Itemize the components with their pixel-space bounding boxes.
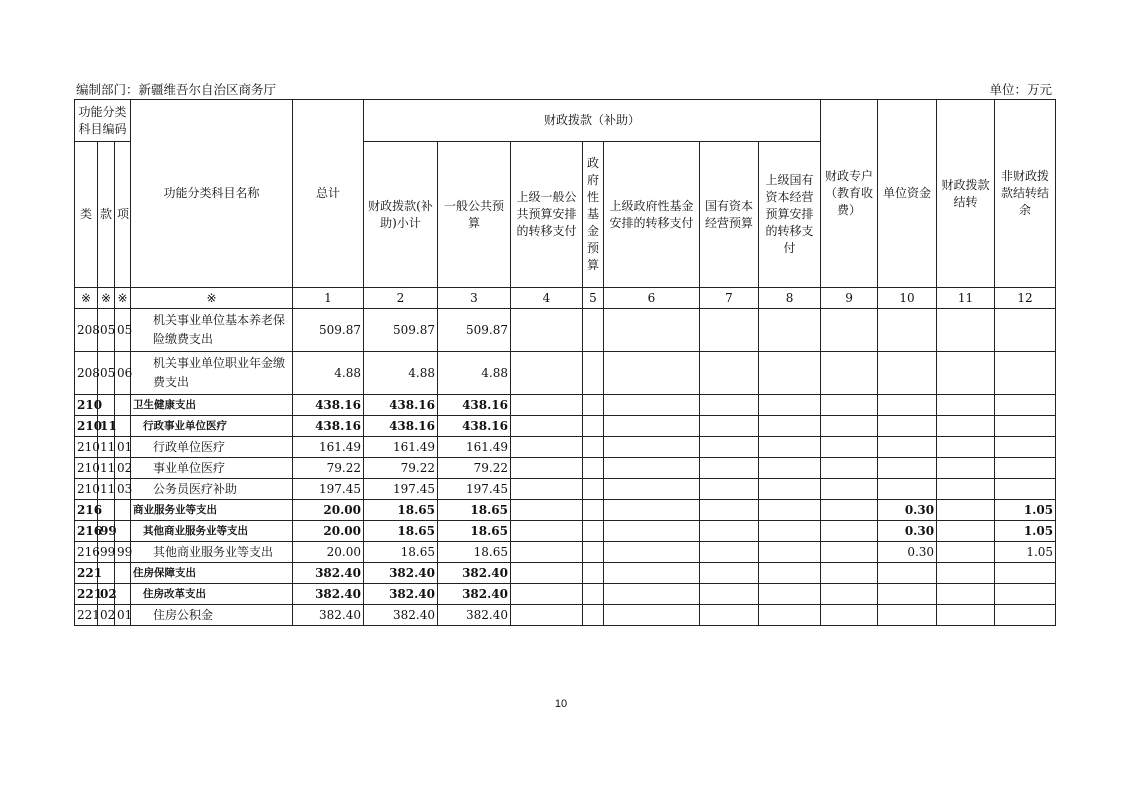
table-row [75, 563, 1056, 584]
cell-subtotal: 382.40 [364, 563, 438, 584]
cell-empty [759, 500, 821, 521]
cell-empty [583, 458, 604, 479]
cell-empty [700, 605, 759, 626]
cell-fei [995, 563, 1056, 584]
cell-jiezhuan [937, 352, 995, 395]
cell-general-budget: 509.87 [438, 309, 511, 352]
header-jiezhuan: 财政拨款结转 [937, 100, 995, 288]
cell-subtotal: 509.87 [364, 309, 438, 352]
cell-empty [759, 479, 821, 500]
index-cell: 4 [511, 288, 583, 309]
cell-xiang: 02 [115, 458, 131, 479]
header-sub-5: 上级政府性基金安排的转移支付 [604, 142, 700, 288]
index-cell: ※ [115, 288, 131, 309]
cell-subtotal: 382.40 [364, 584, 438, 605]
cell-name: 行政事业单位医疗 [131, 416, 293, 437]
cell-empty [759, 563, 821, 584]
cell-general-budget: 4.88 [438, 352, 511, 395]
cell-empty [759, 584, 821, 605]
table-row [75, 309, 1056, 352]
cell-general-budget: 382.40 [438, 605, 511, 626]
cell-lei: 210 [75, 395, 98, 416]
index-cell: 8 [759, 288, 821, 309]
cell-subtotal: 18.65 [364, 542, 438, 563]
cell-total: 20.00 [293, 542, 364, 563]
index-cell: 9 [821, 288, 878, 309]
cell-empty [604, 395, 700, 416]
cell-kuan: 99 [98, 521, 115, 542]
cell-name: 其他商业服务业等支出 [131, 542, 293, 563]
table-row [75, 542, 1056, 563]
cell-empty [759, 416, 821, 437]
cell-xiang: 03 [115, 479, 131, 500]
cell-lei: 221 [75, 584, 98, 605]
cell-subtotal: 161.49 [364, 437, 438, 458]
cell-name: 卫生健康支出 [131, 395, 293, 416]
cell-xiang [115, 500, 131, 521]
cell-total: 382.40 [293, 563, 364, 584]
cell-total: 79.22 [293, 458, 364, 479]
cell-jiezhuan [937, 479, 995, 500]
cell-empty [759, 605, 821, 626]
table-row [75, 416, 1056, 437]
cell-kuan: 02 [98, 584, 115, 605]
cell-lei: 216 [75, 500, 98, 521]
cell-danwei: 0.30 [878, 500, 937, 521]
cell-empty [511, 521, 583, 542]
cell-empty [511, 395, 583, 416]
cell-lei: 210 [75, 479, 98, 500]
header-caizheng: 财政拨款（补助） [364, 100, 821, 142]
cell-general-budget: 18.65 [438, 500, 511, 521]
cell-general-budget: 438.16 [438, 416, 511, 437]
cell-kuan: 02 [98, 605, 115, 626]
cell-danwei [878, 479, 937, 500]
cell-empty [604, 605, 700, 626]
cell-fei [995, 416, 1056, 437]
cell-fei [995, 309, 1056, 352]
cell-subtotal: 18.65 [364, 521, 438, 542]
cell-jiezhuan [937, 395, 995, 416]
cell-zhuanhu [821, 352, 878, 395]
cell-danwei: 0.30 [878, 542, 937, 563]
cell-fei [995, 352, 1056, 395]
header-sub-6: 国有资本经营预算 [700, 142, 759, 288]
cell-kuan: 99 [98, 542, 115, 563]
cell-empty [700, 479, 759, 500]
header-total: 总计 [293, 100, 364, 288]
cell-kuan: 11 [98, 458, 115, 479]
cell-empty [511, 309, 583, 352]
cell-jiezhuan [937, 458, 995, 479]
cell-total: 20.00 [293, 521, 364, 542]
index-cell: 6 [604, 288, 700, 309]
header-danwei: 单位资金 [878, 100, 937, 288]
cell-total: 382.40 [293, 605, 364, 626]
cell-subtotal: 18.65 [364, 500, 438, 521]
cell-xiang [115, 521, 131, 542]
header-sub-2: 一般公共预算 [438, 142, 511, 288]
cell-name: 住房改革支出 [131, 584, 293, 605]
index-cell: 5 [583, 288, 604, 309]
header-code-group: 功能分类科目编码 [75, 100, 131, 142]
cell-empty [583, 352, 604, 395]
cell-fei [995, 605, 1056, 626]
cell-empty [604, 479, 700, 500]
index-cell: 7 [700, 288, 759, 309]
cell-empty [604, 584, 700, 605]
cell-xiang: 05 [115, 309, 131, 352]
cell-total: 197.45 [293, 479, 364, 500]
cell-kuan: 11 [98, 437, 115, 458]
page-number: 10 [554, 698, 568, 710]
cell-empty [583, 563, 604, 584]
table-row [75, 584, 1056, 605]
table-row [75, 605, 1056, 626]
cell-fei [995, 479, 1056, 500]
cell-empty [604, 416, 700, 437]
cell-danwei [878, 395, 937, 416]
cell-zhuanhu [821, 584, 878, 605]
cell-fei: 1.05 [995, 542, 1056, 563]
cell-name: 机关事业单位职业年金缴费支出 [131, 352, 293, 395]
cell-total: 161.49 [293, 437, 364, 458]
cell-total: 509.87 [293, 309, 364, 352]
cell-danwei [878, 584, 937, 605]
table-row [75, 437, 1056, 458]
index-cell: 10 [878, 288, 937, 309]
cell-xiang [115, 563, 131, 584]
header-fei: 非财政拨款结转结余 [995, 100, 1056, 288]
header-lei: 类 [75, 142, 98, 288]
cell-name: 机关事业单位基本养老保险缴费支出 [131, 309, 293, 352]
cell-empty [511, 437, 583, 458]
cell-empty [511, 352, 583, 395]
cell-empty [583, 309, 604, 352]
cell-empty [511, 542, 583, 563]
cell-xiang [115, 395, 131, 416]
header-sub-4: 政府性基金预算 [583, 142, 604, 288]
index-cell: ※ [131, 288, 293, 309]
cell-empty [604, 521, 700, 542]
cell-zhuanhu [821, 458, 878, 479]
cell-subtotal: 197.45 [364, 479, 438, 500]
header-zhuanhu: 财政专户（教育收费） [821, 100, 878, 288]
cell-danwei: 0.30 [878, 521, 937, 542]
cell-lei: 221 [75, 605, 98, 626]
cell-danwei [878, 563, 937, 584]
cell-empty [583, 521, 604, 542]
cell-kuan: 05 [98, 352, 115, 395]
cell-danwei [878, 458, 937, 479]
cell-empty [700, 309, 759, 352]
cell-empty [700, 500, 759, 521]
cell-general-budget: 18.65 [438, 542, 511, 563]
cell-xiang [115, 416, 131, 437]
cell-total: 438.16 [293, 416, 364, 437]
cell-empty [700, 542, 759, 563]
cell-zhuanhu [821, 416, 878, 437]
cell-empty [759, 458, 821, 479]
cell-empty [700, 563, 759, 584]
cell-total: 20.00 [293, 500, 364, 521]
cell-general-budget: 382.40 [438, 563, 511, 584]
expenditure-table [74, 99, 1056, 626]
cell-general-budget: 197.45 [438, 479, 511, 500]
header-kuan: 款 [98, 142, 115, 288]
cell-empty [604, 458, 700, 479]
cell-name: 住房公积金 [131, 605, 293, 626]
cell-empty [511, 416, 583, 437]
unit-label: 单位：万元 [989, 82, 1052, 97]
cell-lei: 208 [75, 352, 98, 395]
cell-empty [511, 500, 583, 521]
table-row [75, 479, 1056, 500]
cell-general-budget: 382.40 [438, 584, 511, 605]
cell-general-budget: 438.16 [438, 395, 511, 416]
index-cell: 12 [995, 288, 1056, 309]
index-cell: ※ [98, 288, 115, 309]
cell-jiezhuan [937, 605, 995, 626]
header-sub-1: 财政拨款(补助)小计 [364, 142, 438, 288]
cell-subtotal: 438.16 [364, 395, 438, 416]
cell-name: 商业服务业等支出 [131, 500, 293, 521]
cell-danwei [878, 352, 937, 395]
cell-empty [604, 309, 700, 352]
cell-subtotal: 438.16 [364, 416, 438, 437]
cell-kuan: 05 [98, 309, 115, 352]
cell-jiezhuan [937, 563, 995, 584]
cell-empty [604, 352, 700, 395]
cell-empty [583, 542, 604, 563]
cell-empty [700, 352, 759, 395]
cell-empty [700, 395, 759, 416]
cell-empty [583, 584, 604, 605]
cell-total: 4.88 [293, 352, 364, 395]
cell-general-budget: 79.22 [438, 458, 511, 479]
cell-empty [700, 584, 759, 605]
cell-xiang: 01 [115, 605, 131, 626]
cell-name: 住房保障支出 [131, 563, 293, 584]
header-sub-3: 上级一般公共预算安排的转移支付 [511, 142, 583, 288]
cell-danwei [878, 416, 937, 437]
cell-zhuanhu [821, 500, 878, 521]
cell-subtotal: 4.88 [364, 352, 438, 395]
cell-name: 其他商业服务业等支出 [131, 521, 293, 542]
cell-empty [759, 437, 821, 458]
cell-xiang: 01 [115, 437, 131, 458]
cell-jiezhuan [937, 542, 995, 563]
cell-xiang [115, 584, 131, 605]
cell-empty [583, 416, 604, 437]
cell-empty [583, 500, 604, 521]
cell-zhuanhu [821, 309, 878, 352]
cell-total: 438.16 [293, 395, 364, 416]
cell-empty [583, 437, 604, 458]
cell-empty [700, 437, 759, 458]
cell-empty [511, 479, 583, 500]
cell-fei [995, 395, 1056, 416]
cell-zhuanhu [821, 605, 878, 626]
cell-zhuanhu [821, 521, 878, 542]
cell-lei: 210 [75, 458, 98, 479]
table-row [75, 458, 1056, 479]
cell-empty [604, 563, 700, 584]
cell-name: 公务员医疗补助 [131, 479, 293, 500]
table-row [75, 521, 1056, 542]
index-cell: 2 [364, 288, 438, 309]
cell-zhuanhu [821, 563, 878, 584]
cell-jiezhuan [937, 437, 995, 458]
cell-kuan: 11 [98, 479, 115, 500]
cell-fei [995, 437, 1056, 458]
cell-empty [511, 563, 583, 584]
cell-lei: 216 [75, 521, 98, 542]
cell-empty [583, 479, 604, 500]
cell-empty [604, 500, 700, 521]
index-row [75, 288, 1056, 309]
cell-subtotal: 382.40 [364, 605, 438, 626]
cell-empty [700, 458, 759, 479]
cell-zhuanhu [821, 479, 878, 500]
index-cell: 11 [937, 288, 995, 309]
cell-subtotal: 79.22 [364, 458, 438, 479]
table-row [75, 352, 1056, 395]
cell-danwei [878, 309, 937, 352]
cell-fei [995, 584, 1056, 605]
cell-empty [700, 416, 759, 437]
cell-fei: 1.05 [995, 500, 1056, 521]
cell-xiang: 06 [115, 352, 131, 395]
cell-total: 382.40 [293, 584, 364, 605]
cell-jiezhuan [937, 521, 995, 542]
header-sub-7: 上级国有资本经营预算安排的转移支付 [759, 142, 821, 288]
cell-zhuanhu [821, 542, 878, 563]
index-cell: 1 [293, 288, 364, 309]
cell-empty [511, 458, 583, 479]
department-label: 编制部门：新疆维吾尔自治区商务厅 [76, 82, 277, 97]
cell-name: 事业单位医疗 [131, 458, 293, 479]
cell-zhuanhu [821, 395, 878, 416]
index-cell: ※ [75, 288, 98, 309]
cell-empty [583, 605, 604, 626]
cell-empty [759, 542, 821, 563]
cell-jiezhuan [937, 309, 995, 352]
cell-jiezhuan [937, 500, 995, 521]
cell-empty [604, 542, 700, 563]
cell-empty [759, 395, 821, 416]
cell-general-budget: 161.49 [438, 437, 511, 458]
cell-general-budget: 18.65 [438, 521, 511, 542]
header-name: 功能分类科目名称 [131, 100, 293, 288]
cell-fei: 1.05 [995, 521, 1056, 542]
cell-lei: 208 [75, 309, 98, 352]
cell-jiezhuan [937, 416, 995, 437]
cell-danwei [878, 605, 937, 626]
cell-fei [995, 458, 1056, 479]
header-xiang: 项 [115, 142, 131, 288]
cell-name: 行政单位医疗 [131, 437, 293, 458]
cell-empty [700, 521, 759, 542]
cell-empty [511, 605, 583, 626]
table-row [75, 500, 1056, 521]
cell-empty [759, 521, 821, 542]
table-row [75, 395, 1056, 416]
cell-lei: 210 [75, 437, 98, 458]
cell-jiezhuan [937, 584, 995, 605]
cell-lei: 210 [75, 416, 98, 437]
cell-empty [604, 437, 700, 458]
cell-empty [759, 309, 821, 352]
cell-xiang: 99 [115, 542, 131, 563]
cell-lei: 216 [75, 542, 98, 563]
cell-danwei [878, 437, 937, 458]
cell-empty [583, 395, 604, 416]
cell-empty [511, 584, 583, 605]
cell-zhuanhu [821, 437, 878, 458]
cell-kuan: 11 [98, 416, 115, 437]
index-cell: 3 [438, 288, 511, 309]
cell-lei: 221 [75, 563, 98, 584]
cell-empty [759, 352, 821, 395]
